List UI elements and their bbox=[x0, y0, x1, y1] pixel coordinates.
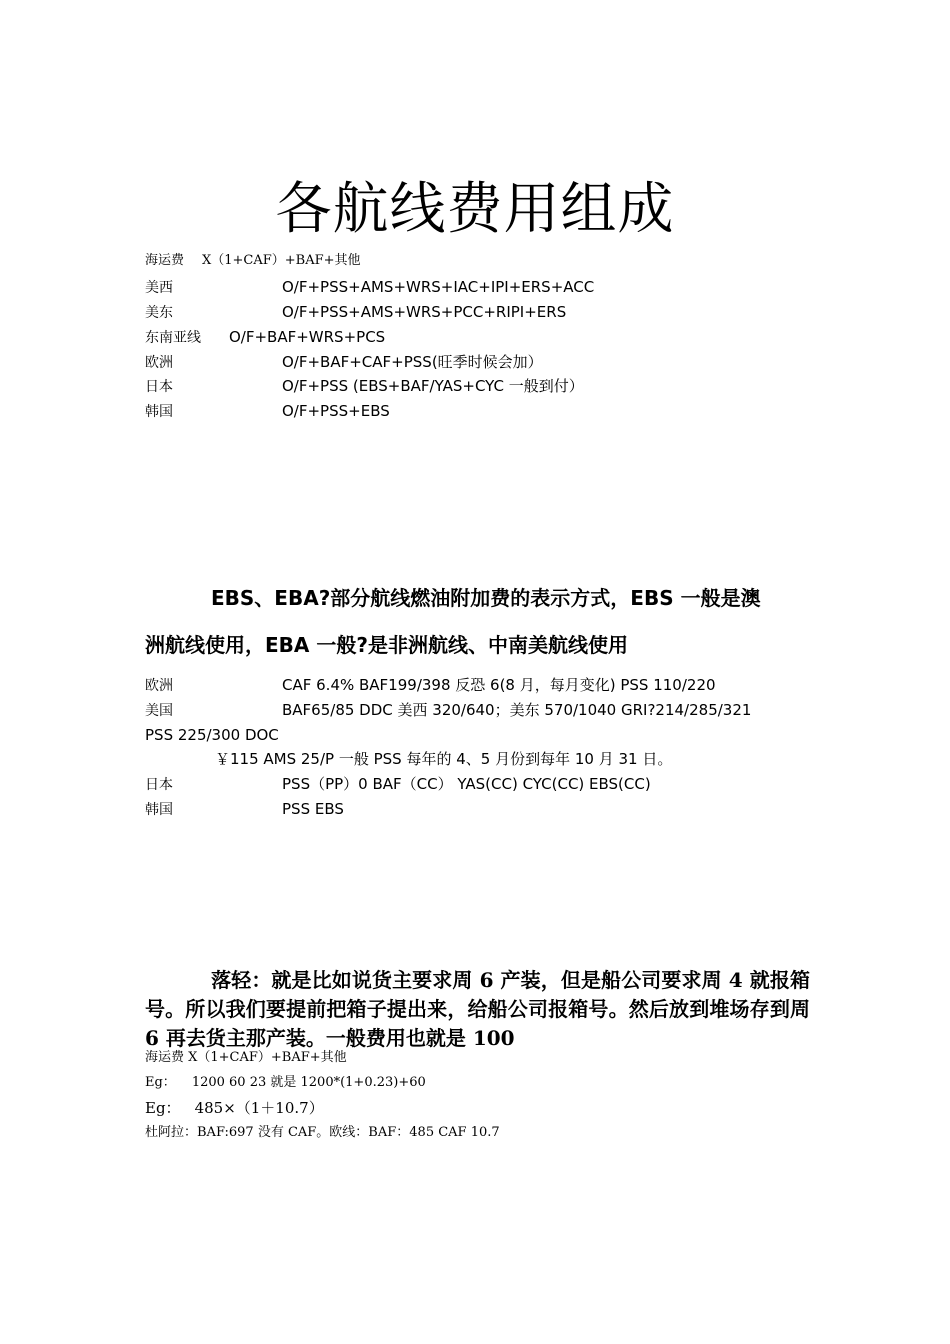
fee-row bbox=[145, 774, 651, 795]
example-label: Eg： bbox=[145, 1075, 176, 1090]
route-label: 欧洲 bbox=[145, 355, 173, 371]
section-heading-cont bbox=[145, 630, 815, 660]
route-row bbox=[145, 302, 566, 323]
route-label: 美西 bbox=[145, 280, 173, 296]
formula-line bbox=[145, 251, 361, 271]
page-title: 各航线费用组成 bbox=[275, 177, 675, 242]
fee-value: CAF 6.4% BAF199/398 反恐 6(8 月，每月变化) PSS 110/220 bbox=[282, 676, 716, 694]
example-line bbox=[145, 1098, 324, 1118]
route-row bbox=[145, 327, 385, 348]
example-line bbox=[145, 1073, 426, 1093]
formula-text: X（1+CAF）+BAF+其他 bbox=[202, 253, 361, 268]
example-text: 1200 60 23 就是 1200*(1+0.23)+60 bbox=[191, 1075, 426, 1090]
notes-formula: 海运费 X（1+CAF）+BAF+其他 bbox=[145, 1050, 347, 1065]
fee-row bbox=[145, 700, 751, 721]
example-text: 485×（1＋10.7） bbox=[194, 1099, 324, 1117]
paragraph-text: 落轻：就是比如说货主要求周 6 产装，但是船公司要求周 4 就报箱号。所以我们要提前把箱子提出来，给船公司报箱号。然后放到堆场存到周 6 再去货主那产装。一般费用也就是 100 bbox=[145, 968, 810, 1050]
route-label: 美东 bbox=[145, 305, 173, 321]
route-label: 日本 bbox=[145, 379, 173, 395]
route-value: O/F+BAF+WRS+PCS bbox=[229, 328, 386, 346]
route-value: O/F+PSS (EBS+BAF/YAS+CYC 一般到付） bbox=[282, 377, 584, 395]
route-value: O/F+PSS+AMS+WRS+PCC+RIPI+ERS bbox=[282, 303, 567, 321]
fee-value: BAF65/85 DDC 美西 320/640；美东 570/1040 GRI?214/285/321 bbox=[282, 701, 752, 719]
route-value: O/F+BAF+CAF+PSS(旺季时候会加） bbox=[282, 353, 543, 371]
route-row bbox=[145, 401, 390, 422]
route-label: 东南亚线 bbox=[145, 330, 201, 346]
fee-label: 美国 bbox=[145, 703, 173, 719]
route-row bbox=[145, 376, 584, 397]
fee-label: 欧洲 bbox=[145, 678, 173, 694]
fee-row bbox=[145, 675, 716, 696]
fee-continuation: PSS 225/300 DOC bbox=[145, 726, 279, 744]
route-value: O/F+PSS+AMS+WRS+IAC+IPI+ERS+ACC bbox=[282, 278, 595, 296]
example-label: Eg： bbox=[145, 1099, 181, 1117]
route-label: 韩国 bbox=[145, 404, 173, 420]
explanation-paragraph bbox=[145, 966, 810, 1053]
fee-label: 日本 bbox=[145, 777, 173, 793]
section-heading bbox=[145, 583, 815, 613]
formula-label: 海运费 bbox=[145, 253, 185, 268]
route-value: O/F+PSS+EBS bbox=[282, 402, 390, 420]
fee-value: PSS EBS bbox=[282, 800, 344, 818]
fee-label: 韩国 bbox=[145, 802, 173, 818]
heading-line-1: EBS、EBA?部分航线燃油附加费的表示方式，EBS 一般是澳 bbox=[211, 586, 761, 610]
notes-line: 杜阿拉：BAF:697 没有 CAF。欧线：BAF：485 CAF 10.7 bbox=[145, 1125, 500, 1140]
fee-row bbox=[145, 799, 344, 820]
heading-line-2: 洲航线使用，EBA 一般?是非洲航线、中南美航线使用 bbox=[145, 633, 628, 657]
fee-continuation: ￥115 AMS 25/P 一般 PSS 每年的 4、5 月份到每年 10 月 31 日。 bbox=[215, 750, 673, 768]
route-row bbox=[145, 277, 594, 298]
route-row bbox=[145, 352, 543, 373]
fee-value: PSS（PP）0 BAF（CC） YAS(CC) CYC(CC) EBS(CC) bbox=[282, 775, 651, 793]
